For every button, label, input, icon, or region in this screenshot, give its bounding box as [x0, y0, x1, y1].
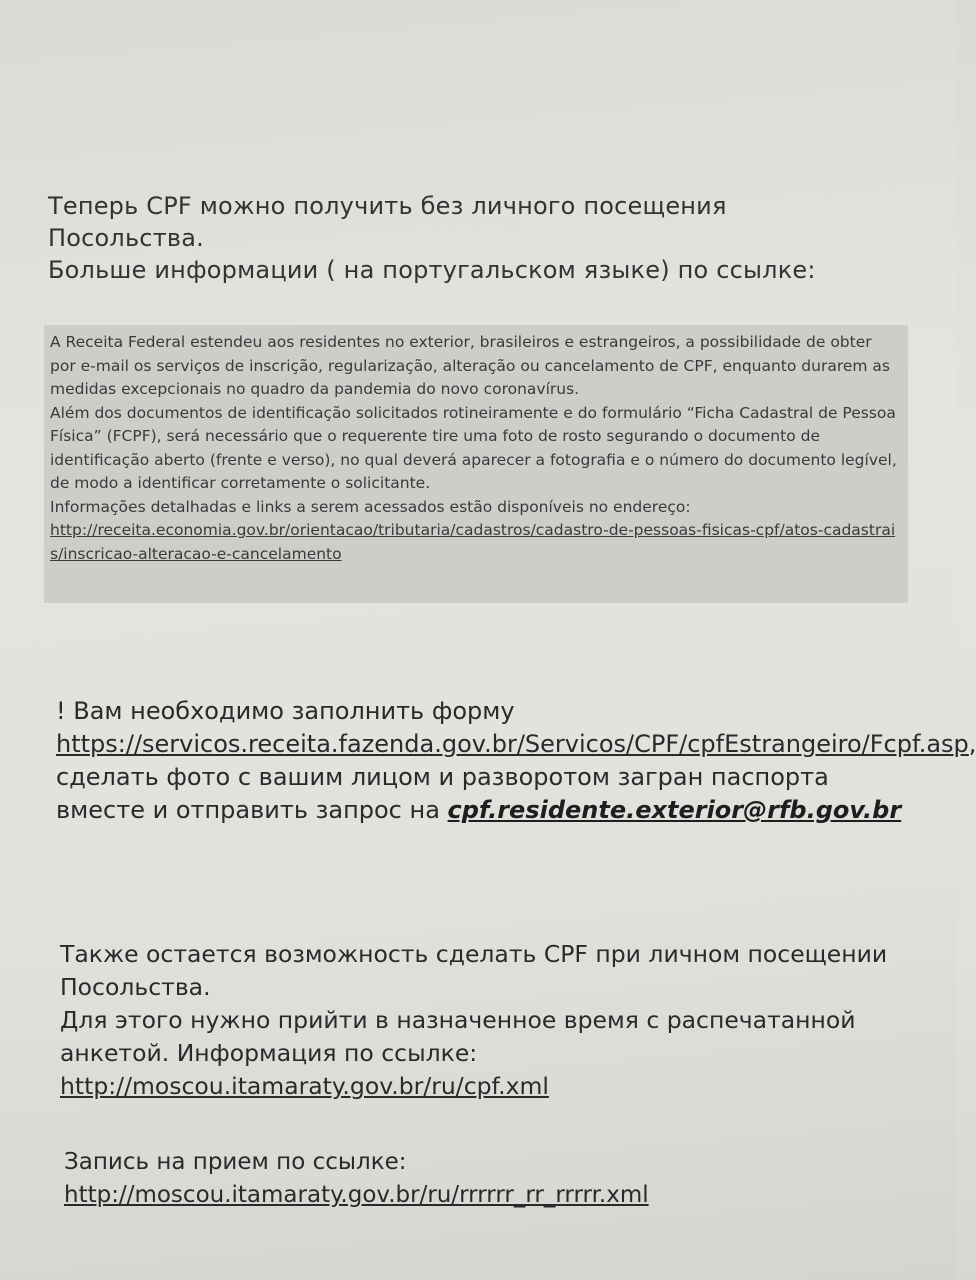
visit-link-line — [60, 1070, 910, 1103]
quote-link-line — [50, 519, 902, 566]
appointment-link-line — [64, 1179, 914, 1212]
appointment-link[interactable]: http://moscou.itamaraty.gov.br/ru/rrrrrr_rr_rrrrr.xml — [64, 1182, 649, 1208]
appointment-section — [64, 1146, 914, 1212]
quote-paragraph-1: A Receita Federal estendeu aos residentes no exterior, brasileiros e estrangeiros, a possibilidade de obter por e-mail os serviços de inscrição, regularização, alteração ou cancelamento de CPF, enquanto durarem as medidas excepcionais no quadro da pandemia do novo coronavírus. — [50, 333, 890, 398]
fcpf-form-link[interactable]: https://servicos.receita.fazenda.gov.br/Servicos/CPF/cpfEstrangeiro/Fcpf.asp — [56, 730, 969, 758]
notice-middle: , сделать фото с вашим лицом и разворотом загран паспорта вместе и отправить запрос на — [56, 730, 976, 824]
quoted-portuguese-block — [44, 325, 908, 603]
intro-section — [48, 190, 868, 286]
appointment-label: Запись на прием по ссылке: — [64, 1149, 407, 1175]
quote-paragraph-3: Informações detalhadas e links a serem acessados estão disponíveis no endereço: — [50, 497, 691, 516]
cpf-info-link[interactable]: http://moscou.itamaraty.gov.br/ru/cpf.xml — [60, 1072, 549, 1100]
receita-link[interactable]: http://receita.economia.gov.br/orientacao/tributaria/cadastros/cadastro-de-pessoas-fisicas-cpf/atos-cadastrais/inscricao-alteracao-e-cancelamento — [50, 521, 896, 563]
quote-paragraph-2: Além dos documentos de identificação solicitados rotineiramente e do formulário “Ficha Cadastral de Pessoa Física” (FCPF), será necessário que o requerente tire uma foto de rosto segurando o documento de identificação aberto (frente e verso), no qual deverá aparecer a fotografia e o número do documento legível, de modo a identificar corretamente o solicitante. — [50, 403, 897, 492]
notice-section — [56, 695, 976, 827]
intro-line-2: Больше информации ( на португальском языке) по ссылке: — [48, 256, 816, 284]
visit-line-2: Для этого нужно прийти в назначенное время с распечатанной анкетой. Информация по ссылке: — [60, 1006, 856, 1067]
notice-prefix: ! Вам необходимо заполнить форму — [56, 697, 515, 725]
personal-visit-section — [60, 938, 910, 1103]
email-link[interactable]: cpf.residente.exterior@rfb.gov.br — [447, 796, 902, 824]
visit-line-1: Также остается возможность сделать CPF при личном посещении Посольства. — [60, 940, 888, 1001]
notice-paragraph — [56, 695, 976, 827]
intro-line-1: Теперь CPF можно получить без личного посещения Посольства. — [48, 192, 727, 252]
